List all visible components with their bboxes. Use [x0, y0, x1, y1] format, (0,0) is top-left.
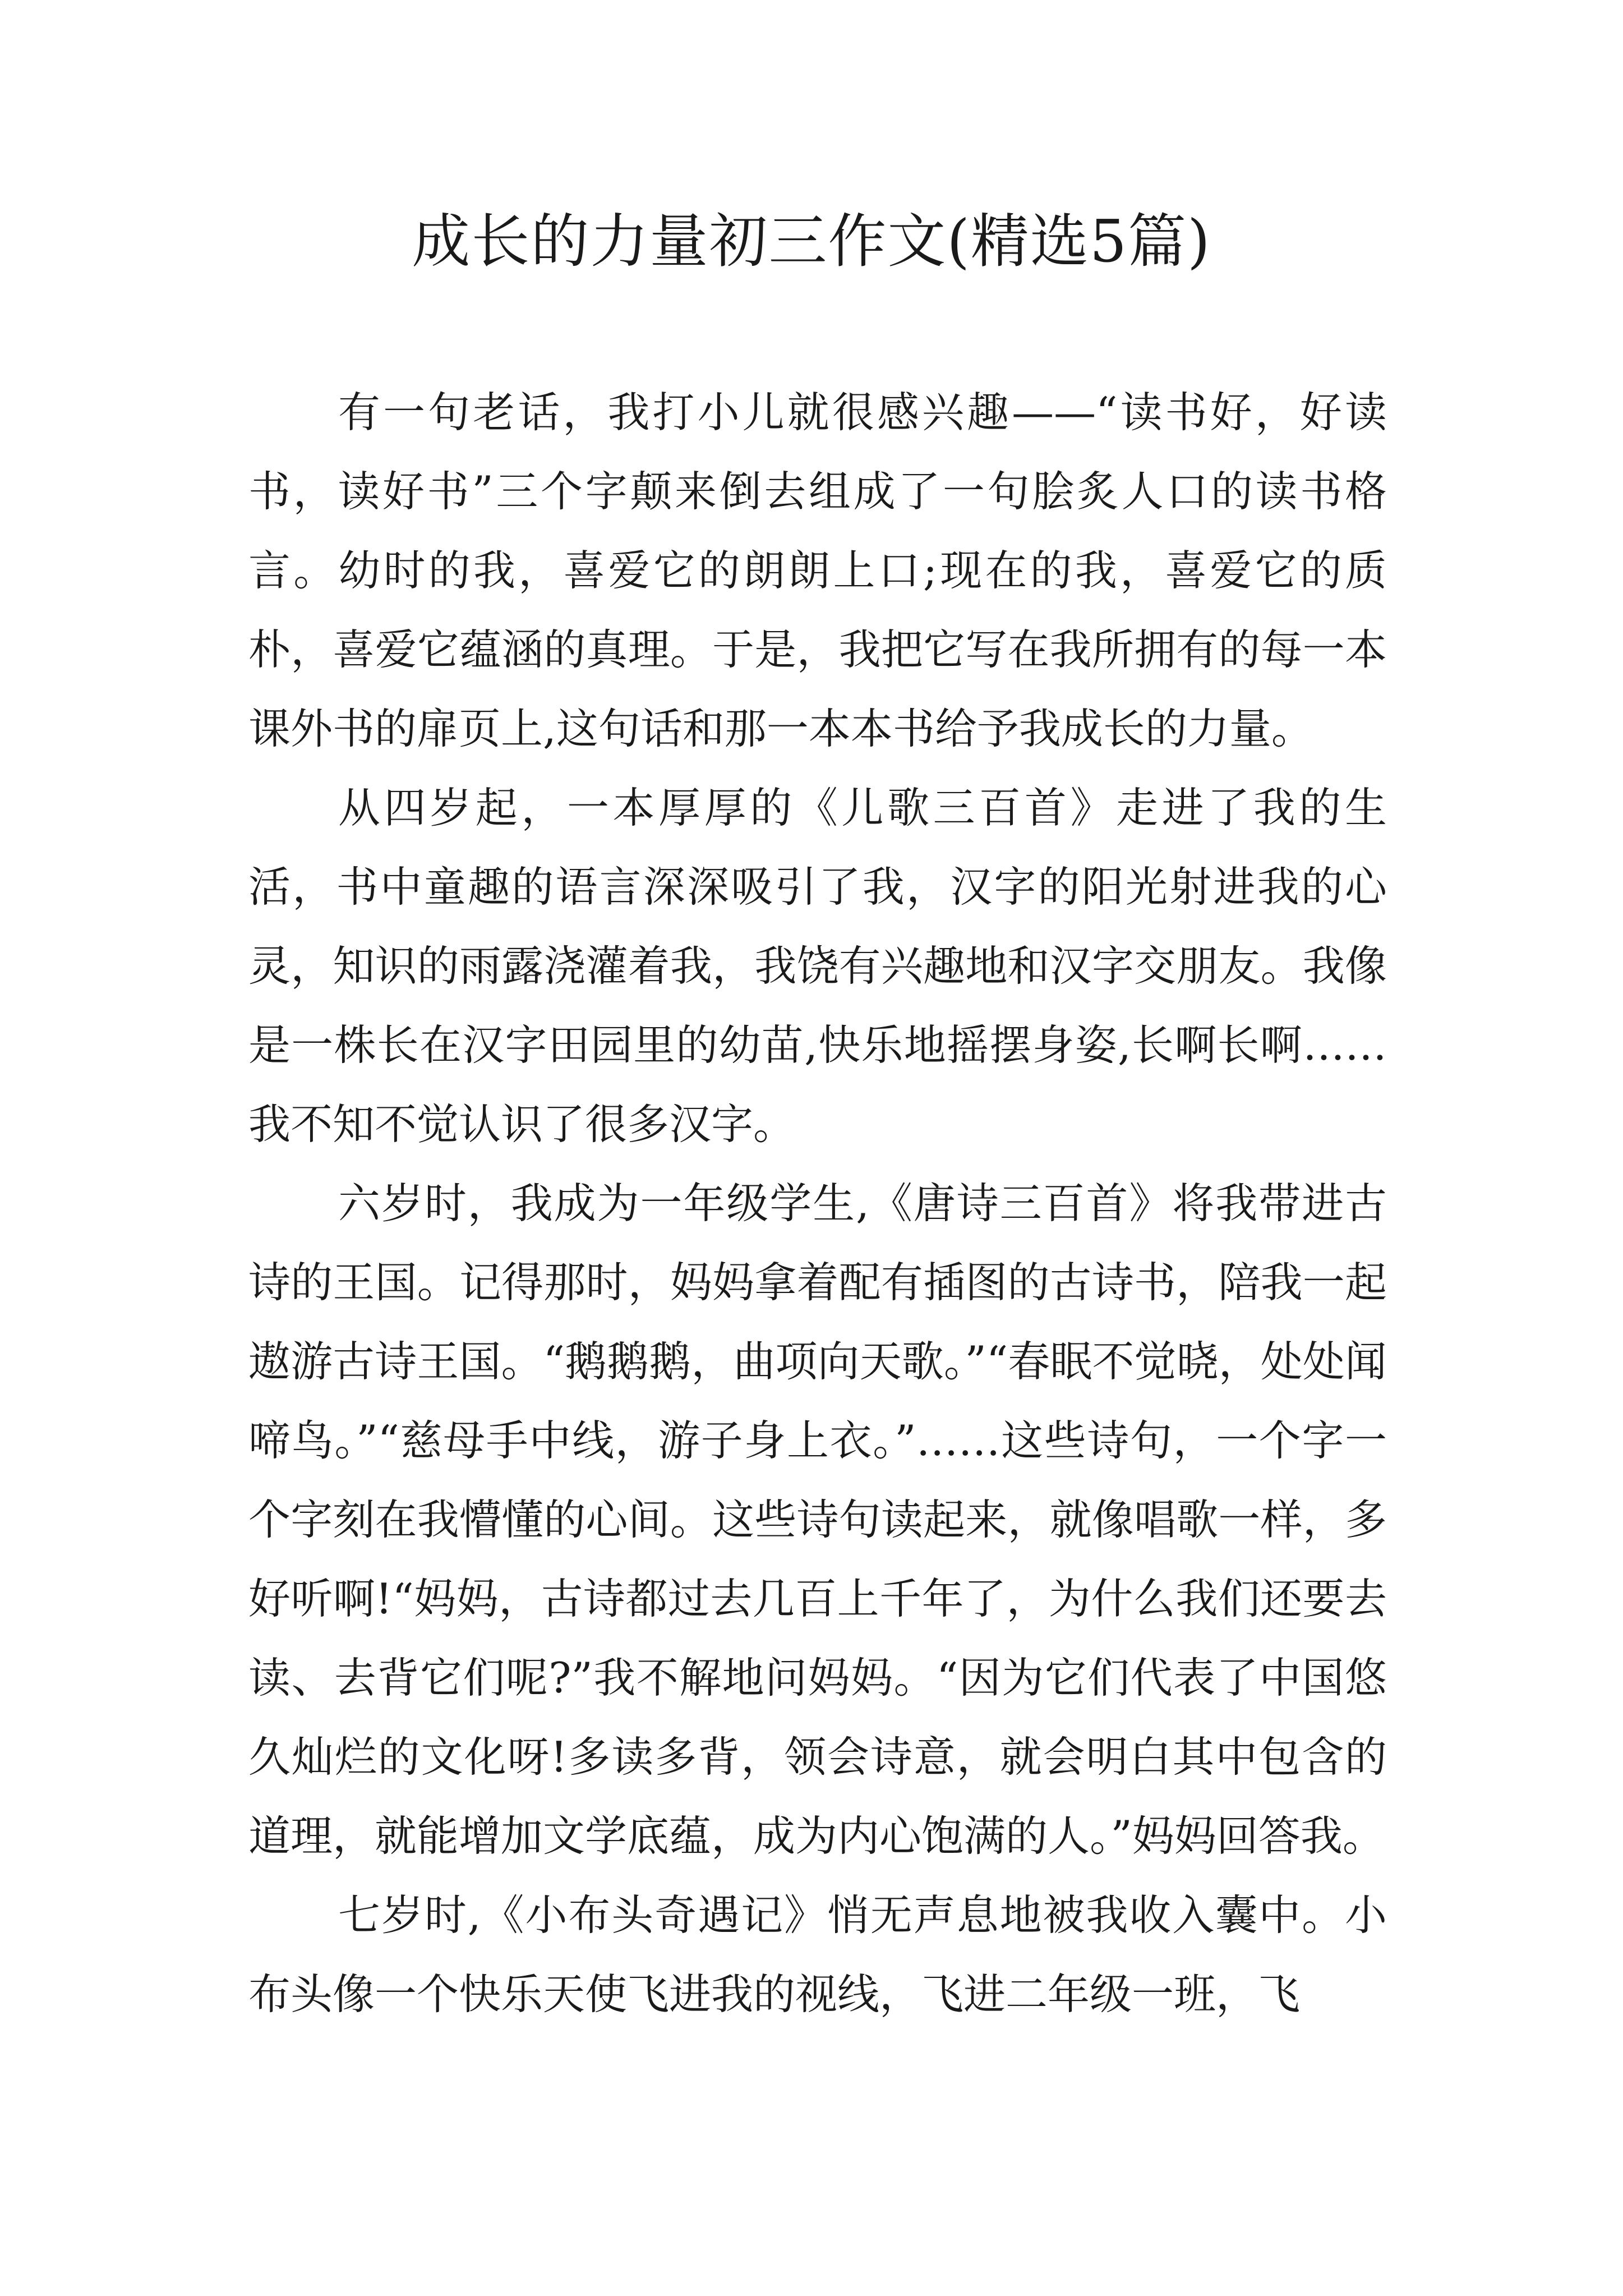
paragraph: 六岁时，我成为一年级学生,《唐诗三百首》将我带进古诗的王国。记得那时，妈妈拿着配有插图的古诗书，陪我一起遨游古诗王国。“鹅鹅鹅，曲项向天歌。”“春眠不觉晓，处处闻啼鸟。”“慈母手中线，游子身上衣。”……这些诗句，一个字一个字刻在我懵懂的心间。这些诗句读起来，就像唱歌一样，多好听啊!“妈妈，古诗都过去几百上千年了，为什么我们还要去读、去背它们呢?”我不解地问妈妈。“因为它们代表了中国悠久灿烂的文化呀!多读多背，领会诗意，就会明白其中包含的道理，就能增加文学底蕴，成为内心饱满的人。”妈妈回答我。 — [248, 1179, 1387, 1861]
document-body — [248, 373, 1387, 2034]
document-title: 成长的力量初三作文(精选5篇) — [412, 207, 1211, 275]
paragraph: 从四岁起，一本厚厚的《儿歌三百首》走进了我的生活，书中童趣的语言深深吸引了我，汉字的阳光射进我的心灵，知识的雨露浇灌着我，我饶有兴趣地和汉字交朋友。我像是一株长在汉字田园里的幼苗,快乐地摇摆身姿,长啊长啊……我不知不觉认识了很多汉字。 — [248, 783, 1387, 1149]
paragraph: 七岁时,《小布头奇遇记》悄无声息地被我收入囊中。小布头像一个快乐天使飞进我的视线，飞进二年级一班，飞 — [248, 1890, 1387, 2019]
paragraph: 有一句老话，我打小儿就很感兴趣——“读书好，好读书，读好书”三个字颠来倒去组成了一句脍炙人口的读书格言。幼时的我，喜爱它的朗朗上口;现在的我，喜爱它的质朴，喜爱它蕴涵的真理。于是，我把它写在我所拥有的每一本课外书的扉页上,这句话和那一本本书给予我成长的力量。 — [248, 388, 1387, 753]
